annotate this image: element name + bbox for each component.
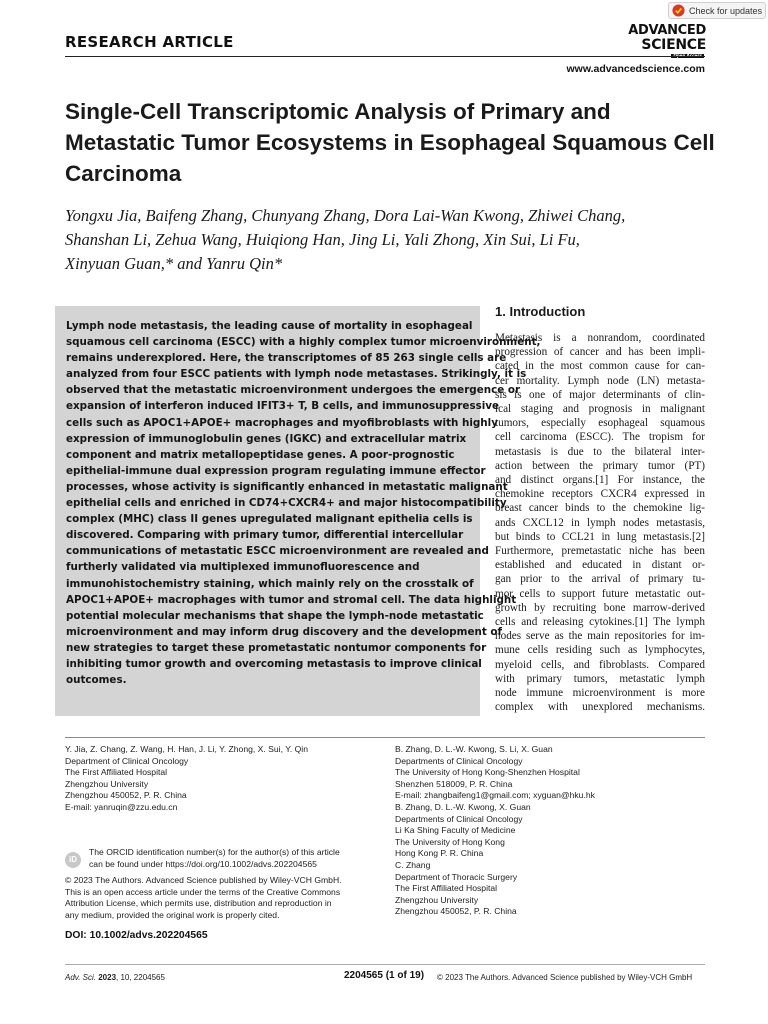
- license-line: any medium, provided the original work is properly cited.: [65, 909, 280, 920]
- intro-line: but binds to CCL21 in lung metastasis.[2]: [495, 530, 705, 543]
- license-note: [65, 875, 385, 921]
- affiliation-line: B. Zhang, D. L.-W. Kwong, X. Guan: [395, 801, 531, 812]
- page-number: 2204565 (1 of 19): [344, 970, 425, 981]
- intro-line: and distinct organs.[1] For instance, the: [495, 474, 705, 487]
- abstract-line: epithelial cells and enriched in CD74+CXCR4+ and major histocompatibility: [66, 497, 507, 510]
- affiliation-line: Zhengzhou 450052, P. R. China: [395, 906, 517, 917]
- intro-line: mor cells to support future metastatic out-: [495, 587, 705, 600]
- intro-line: node immune microenvironment is more: [495, 687, 705, 700]
- article-type-label: RESEARCH ARTICLE: [65, 33, 234, 51]
- journal-logo-line2: SCIENCE: [641, 37, 706, 53]
- abstract-line: squamous cell carcinoma (ESCC) with a highly complex tumor microenvironment,: [66, 336, 541, 349]
- abstract-line: component and matrix metallopeptidase genes. A poor-prognostic: [66, 448, 455, 461]
- affiliation-line: Department of Clinical Oncology: [65, 755, 189, 766]
- affiliation-line: Departments of Clinical Oncology: [395, 813, 523, 824]
- title-line: Single-Cell Transcriptomic Analysis of Primary and: [65, 99, 611, 124]
- affiliations-divider: [65, 737, 705, 738]
- affiliation-line: Zhengzhou University: [65, 778, 149, 789]
- abstract-line: furtherly validated via multiplexed immunofluorescence and: [66, 561, 420, 574]
- crossmark-icon: [672, 4, 685, 17]
- citation-year: 2023: [98, 973, 117, 982]
- intro-line: established and educated in distant or-: [495, 559, 705, 572]
- abstract-text: [66, 318, 541, 688]
- abstract-line: outcomes.: [66, 674, 127, 687]
- abstract-line: epithelial-immune dual expression program regulating immune effector: [66, 464, 486, 477]
- affiliation-line: The First Affiliated Hospital: [65, 767, 168, 778]
- intro-line: cer mortality. Lymph node (LN) metasta-: [495, 374, 705, 387]
- license-line: This is an open access article under the terms of the Creative Commons: [65, 886, 341, 897]
- affiliation-line: The First Affiliated Hospital: [395, 883, 498, 894]
- intro-line: cated in the most common cause for can-: [495, 360, 705, 373]
- affiliation-line: Li Ka Shing Faculty of Medicine: [395, 825, 516, 836]
- intro-line: Furthermore, premetastatic niche has been: [495, 545, 705, 558]
- intro-line: myeloid cells, and fibroblasts. Compared: [495, 658, 705, 671]
- orcid-link[interactable]: can be found under https://doi.org/10.1002/advs.202204565: [89, 858, 317, 869]
- abstract-line: discovered. Comparing with primary tumor, differential intercellular: [66, 529, 464, 542]
- abstract-line: immunohistochemistry staining, which mainly rely on the crosstalk of: [66, 577, 474, 590]
- intro-line: tumors, especially esophageal squamous: [495, 417, 705, 430]
- license-line: Attribution License, which permits use, distribution and reproduction in: [65, 898, 332, 909]
- orcid-note: [89, 847, 389, 870]
- orcid-line: The ORCID identification number(s) for the author(s) of this article: [89, 847, 340, 857]
- author-list: [65, 204, 705, 276]
- orcid-icon[interactable]: iD: [65, 852, 81, 868]
- introduction-heading: 1. Introduction: [495, 304, 586, 319]
- intro-line: metastasis is due to the bilateral inter-: [495, 445, 705, 458]
- affiliation-line: B. Zhang, D. L.-W. Kwong, S. Li, X. Guan: [395, 744, 553, 754]
- abstract-line: observed that the metastatic microenvironment undergoes the emergence or: [66, 384, 521, 397]
- citation-journal: Adv. Sci.: [65, 973, 96, 982]
- abstract-line: microenvironment and may inform drug discovery and the development of: [66, 625, 502, 638]
- intro-line: gan prior to the arrival of primary tu-: [495, 573, 705, 586]
- intro-line: growth by recruiting bone marrow-derived: [495, 601, 705, 614]
- intro-line: ical staging and prognosis in malignant: [495, 403, 705, 416]
- citation-volume-page: , 10, 2204565: [116, 973, 165, 982]
- intro-line: cells and releasing cytokines.[1] The lymph: [495, 616, 705, 629]
- abstract-line: cells such as APOC1+APOE+ macrophages and myofibroblasts with highly: [66, 416, 498, 429]
- intro-line: mune cells residing such as lymphocytes,: [495, 644, 705, 657]
- copyright-footer: © 2023 The Authors. Advanced Science published by Wiley-VCH GmbH: [437, 973, 693, 982]
- abstract-line: potential molecular mechanisms that shape the lymph-node metastatic: [66, 609, 484, 622]
- abstract-line: remains underexplored. Here, the transcriptomes of 85 263 single cells are: [66, 352, 507, 365]
- check-for-updates-badge[interactable]: [668, 2, 766, 19]
- affiliation-line: Hong Kong P. R. China: [395, 848, 484, 859]
- abstract-line: Lymph node metastasis, the leading cause of mortality in esophageal: [66, 320, 473, 332]
- abstract-line: complex (MHC) class II genes upregulated malignant epithelia cells is: [66, 513, 473, 526]
- intro-line: sis is one of major determinants of clin-: [495, 388, 705, 401]
- intro-line: breast cancer binds to the chemokine lig-: [495, 502, 705, 515]
- journal-citation: [65, 973, 165, 982]
- affiliation-line: Y. Jia, Z. Chang, Z. Wang, H. Han, J. Li, Y. Zhong, X. Sui, Y. Qin: [65, 744, 308, 754]
- article-title: [65, 96, 725, 189]
- affiliation-line: Zhengzhou 450052, P. R. China: [65, 790, 187, 801]
- abstract-line: processes, whose activity is significantly enhanced in metastatic malignant: [66, 480, 508, 493]
- journal-logo[interactable]: [594, 24, 706, 56]
- intro-line: complex with unexplored mechanisms.: [495, 701, 705, 714]
- affiliation-line: C. Zhang: [395, 859, 431, 870]
- journal-url-link[interactable]: www.advancedscience.com: [566, 63, 705, 75]
- abstract-line: new strategies to target these prometastatic nontumor components for: [66, 641, 487, 654]
- intro-line: chemokine receptors CXCR4 expressed in: [495, 488, 705, 501]
- abstract-line: communications of metastatic ESCC microenvironment are revealed and: [66, 545, 489, 558]
- intro-line: ands CXCL12 in lymph nodes metastasis,: [495, 516, 705, 529]
- title-line: Carcinoma: [65, 161, 182, 186]
- abstract-line: expression of immunoglobulin genes (IGKC) and extracellular matrix: [66, 432, 467, 445]
- affiliation-line: Department of Thoracic Surgery: [395, 871, 518, 882]
- affiliation-line: Shenzhen 518009, P. R. China: [395, 778, 513, 789]
- author-line: Yongxu Jia, Baifeng Zhang, Chunyang Zhang, Dora Lai-Wan Kwong, Zhiwei Chang,: [65, 206, 626, 225]
- intro-line: with primary tumors, metastatic lymph: [495, 672, 705, 685]
- license-line: © 2023 The Authors. Advanced Science published by Wiley-VCH GmbH.: [65, 875, 342, 885]
- affiliations-left: [65, 744, 375, 814]
- affiliation-line: The University of Hong Kong-Shenzhen Hospital: [395, 767, 580, 778]
- abstract-line: APOC1+APOE+ macrophages with tumor and stromal cell. The data highlight: [66, 593, 517, 606]
- abstract-line: expansion of interferon induced IFIT3+ T, B cells, and immunosuppressive: [66, 400, 500, 413]
- abstract-line: analyzed from four ESCC patients with lymph node metastases. Strikingly, it is: [66, 368, 527, 381]
- affiliation-line: Zhengzhou University: [395, 894, 479, 905]
- abstract-line: inhibiting tumor growth and overcoming metastasis to improve clinical: [66, 657, 482, 670]
- author-line: Shanshan Li, Zehua Wang, Huiqiong Han, Jing Li, Yali Zhong, Xin Sui, Li Fu,: [65, 230, 580, 249]
- intro-line: nodes serve as the main repositories for im-: [495, 630, 705, 643]
- doi-link[interactable]: DOI: 10.1002/advs.202204565: [65, 930, 208, 941]
- corresponding-email[interactable]: E-mail: zhangbaifeng1@gmail.com; xyguan@hku.hk: [395, 790, 595, 801]
- author-line: Xinyuan Guan,* and Yanru Qin*: [65, 254, 283, 273]
- intro-line: Metastasis is a nonrandom, coordinated: [495, 332, 705, 344]
- corresponding-email[interactable]: E-mail: yanruqin@zzu.edu.cn: [65, 801, 178, 812]
- title-line: Metastatic Tumor Ecosystems in Esophageal Squamous Cell: [65, 130, 715, 155]
- header-divider: [65, 56, 705, 57]
- page-footer-divider: [65, 964, 705, 965]
- check-for-updates-label: Check for updates: [689, 5, 763, 16]
- intro-line: progression of cancer and has been impli-: [495, 346, 705, 359]
- journal-logo-line1: ADVANCED: [628, 23, 706, 38]
- intro-line: cell carcinoma (ESCC). The tropism for: [495, 431, 705, 444]
- introduction-text: [495, 331, 705, 714]
- intro-line: action between the primary tumor (PT): [495, 459, 705, 472]
- affiliations-right: [395, 744, 705, 918]
- affiliation-line: The University of Hong Kong: [395, 836, 505, 847]
- affiliation-line: Departments of Clinical Oncology: [395, 755, 523, 766]
